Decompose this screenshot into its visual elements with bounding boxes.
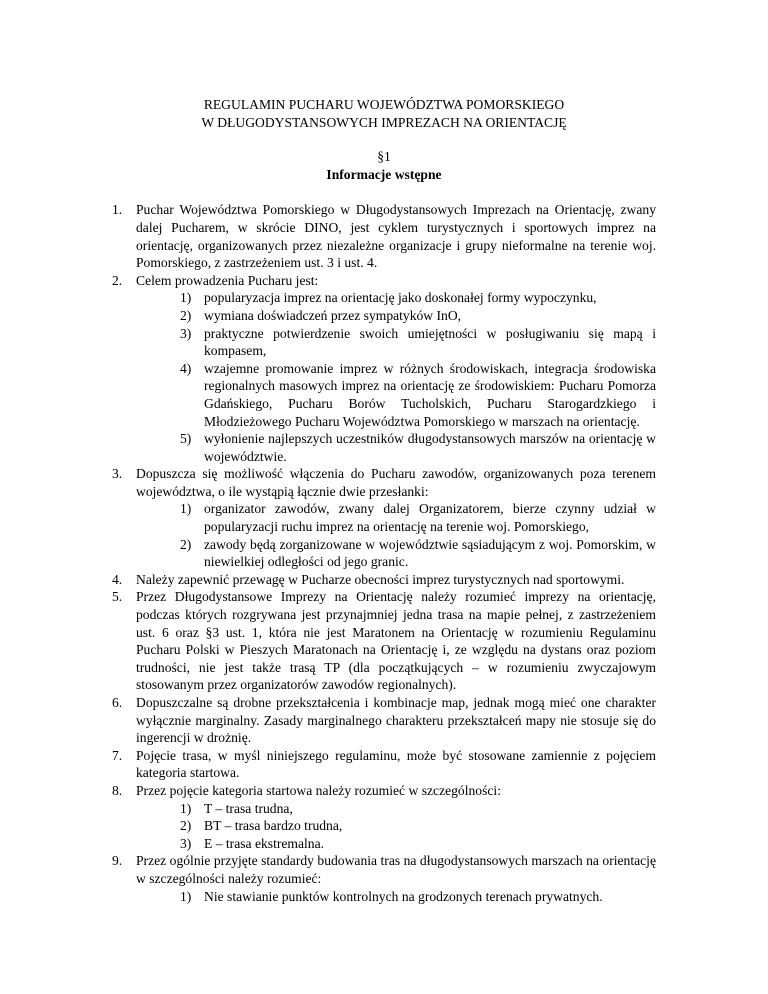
list-item bbox=[112, 201, 656, 271]
section-title: Informacje wstępne bbox=[326, 166, 442, 182]
list-item bbox=[112, 465, 656, 571]
item-number: 2. bbox=[112, 272, 123, 288]
sub-item-number: 2) bbox=[180, 818, 192, 834]
sub-list-item bbox=[180, 325, 656, 360]
sub-list-item bbox=[180, 835, 656, 853]
sub-item-text: Nie stawianie punktów kontrolnych na grodzonych terenach prywatnych. bbox=[204, 888, 603, 904]
item-number: 8. bbox=[112, 782, 123, 798]
title-line-1: REGULAMIN PUCHARU WOJEWÓDZTWA POMORSKIEGO bbox=[203, 97, 565, 112]
sub-list-item bbox=[180, 800, 656, 818]
item-text: Przez ogólnie przyjęte standardy budowania tras na długodystansowych marszach na orientację w szczególności należy rozumieć: bbox=[136, 853, 656, 886]
list-item bbox=[112, 782, 656, 852]
sub-list bbox=[136, 888, 656, 906]
sub-item-number: 1) bbox=[180, 290, 192, 306]
sub-item-number: 1) bbox=[180, 501, 192, 517]
title-line-2: W DŁUGODYSTANSOWYCH IMPREZACH NA ORIENTACJĘ bbox=[201, 114, 567, 130]
section-sign: §1 bbox=[377, 149, 391, 165]
sub-item-number: 1) bbox=[180, 800, 192, 816]
sub-list-item bbox=[180, 888, 656, 906]
item-number: 4. bbox=[112, 571, 123, 587]
sub-list-item bbox=[180, 307, 656, 325]
sub-item-number: 3) bbox=[180, 835, 192, 851]
item-text: Przez pojęcie kategoria startowa należy rozumieć w szczególności: bbox=[136, 782, 501, 798]
item-number: 5. bbox=[112, 589, 123, 605]
list-item bbox=[112, 694, 656, 747]
item-number: 6. bbox=[112, 695, 123, 710]
document-title bbox=[112, 96, 656, 131]
sub-item-number: 5) bbox=[180, 431, 192, 447]
item-text: Pojęcie trasa, w myśl niniejszego regulaminu, może być stosowane zamiennie z pojęciem kategoria startowa. bbox=[136, 747, 656, 781]
item-number: 9. bbox=[112, 853, 123, 869]
regulation-list bbox=[112, 201, 656, 905]
sub-list-item bbox=[180, 817, 656, 835]
list-item bbox=[112, 588, 656, 694]
sub-item-text: wzajemne promowanie imprez w różnych środowiskach, integracja środowiska regionalnych masowych imprez na orientację ze środowiskiem: Pucharu Pomorza Gdańskiego, Pucharu Borów Tucholskich, Pucharu Starogardzkiego i Młodzieżowego Pucharu Województwa Pomorskiego w marszach na orientację. bbox=[204, 360, 656, 429]
item-number: 7. bbox=[112, 747, 123, 763]
sub-item-text: BT – trasa bardzo trudna, bbox=[204, 818, 343, 834]
sub-item-number: 4) bbox=[180, 360, 192, 376]
sub-item-text: wymiana doświadczeń przez sympatyków InO, bbox=[204, 307, 462, 323]
item-text: Dopuszczalne są drobne przekształcenia i kombinacje map, jednak mogą mieć one charakter wyłącznie marginalny. Zasady marginalnego charakteru przekształceń mapy nie stosuje się do ingerencji w drożnię. bbox=[136, 695, 656, 746]
item-number: 3. bbox=[112, 466, 123, 482]
sub-list-item bbox=[180, 360, 656, 430]
sub-item-text: praktyczne potwierdzenie swoich umiejętności w posługiwaniu się mapą i kompasem, bbox=[204, 325, 656, 359]
item-text: Należy zapewnić przewagę w Pucharze obecności imprez turystycznych nad sportowymi. bbox=[136, 571, 625, 587]
sub-item-text: organizator zawodów, zwany dalej Organizatorem, bierze czynny udział w popularyzacji ruchu imprez na orientację na terenie woj. Pomorskiego, bbox=[204, 501, 656, 535]
item-text: Dopuszcza się możliwość włączenia do Pucharu zawodów, organizowanych poza terenem województwa, o ile wystąpią łącznie dwie przesłanki: bbox=[136, 466, 656, 499]
item-text: Przez Długodystansowe Imprezy na Orientację należy rozumieć imprezy na orientację, podczas których rozgrywana jest przynajmniej jedna trasa na mapie pełnej, z zastrzeżeniem ust. 6 oraz §3 ust. 1, która nie jest Maratonem na Orientację w rozumieniu Regulaminu Pucharu Polski w Pieszych Maratonach na Orientację i, ze względu na dystans oraz poziom trudności, nie jest także trasą TP (dla początkujących – w rozumieniu zwyczajowym stosowanym przez organizatorów zawodów regionalnych). bbox=[136, 589, 656, 693]
sub-list-item bbox=[180, 536, 656, 571]
list-item bbox=[112, 747, 656, 782]
sub-item-number: 3) bbox=[180, 325, 192, 341]
sub-item-number: 2) bbox=[180, 307, 192, 323]
list-item bbox=[112, 272, 656, 466]
sub-item-text: E – trasa ekstremalna. bbox=[204, 835, 325, 851]
section-heading bbox=[112, 148, 656, 183]
item-text: Celem prowadzenia Pucharu jest: bbox=[136, 272, 319, 288]
list-item bbox=[112, 571, 656, 589]
sub-list-item bbox=[180, 289, 656, 307]
sub-item-text: T – trasa trudna, bbox=[204, 800, 293, 816]
sub-item-number: 2) bbox=[180, 536, 192, 552]
sub-list bbox=[136, 289, 656, 465]
item-text: Puchar Województwa Pomorskiego w Długodystansowych Imprezach na Orientację, zwany dalej Pucharem, w skrócie DINO, jest cyklem turystycznych i sportowych imprez na orientację, organizowanych przez niezależne organizacje i grupy nieformalne na terenie woj. Pomorskiego, z zastrzeżeniem ust. 3 i ust. 4. bbox=[136, 202, 656, 271]
sub-item-text: zawody będą zorganizowane w województwie sąsiadującym z woj. Pomorskim, w niewielkiej odległości od jego granic. bbox=[204, 536, 656, 570]
sub-list-item bbox=[180, 500, 656, 535]
sub-list bbox=[136, 800, 656, 853]
sub-list-item bbox=[180, 430, 656, 465]
sub-item-number: 1) bbox=[180, 888, 192, 904]
list-item bbox=[112, 852, 656, 905]
sub-list bbox=[136, 500, 656, 570]
item-number: 1. bbox=[112, 202, 123, 218]
sub-item-text: popularyzacja imprez na orientację jako doskonałej formy wypoczynku, bbox=[204, 290, 597, 306]
sub-item-text: wyłonienie najlepszych uczestników długodystansowych marszów na orientację w województwie. bbox=[204, 431, 656, 464]
